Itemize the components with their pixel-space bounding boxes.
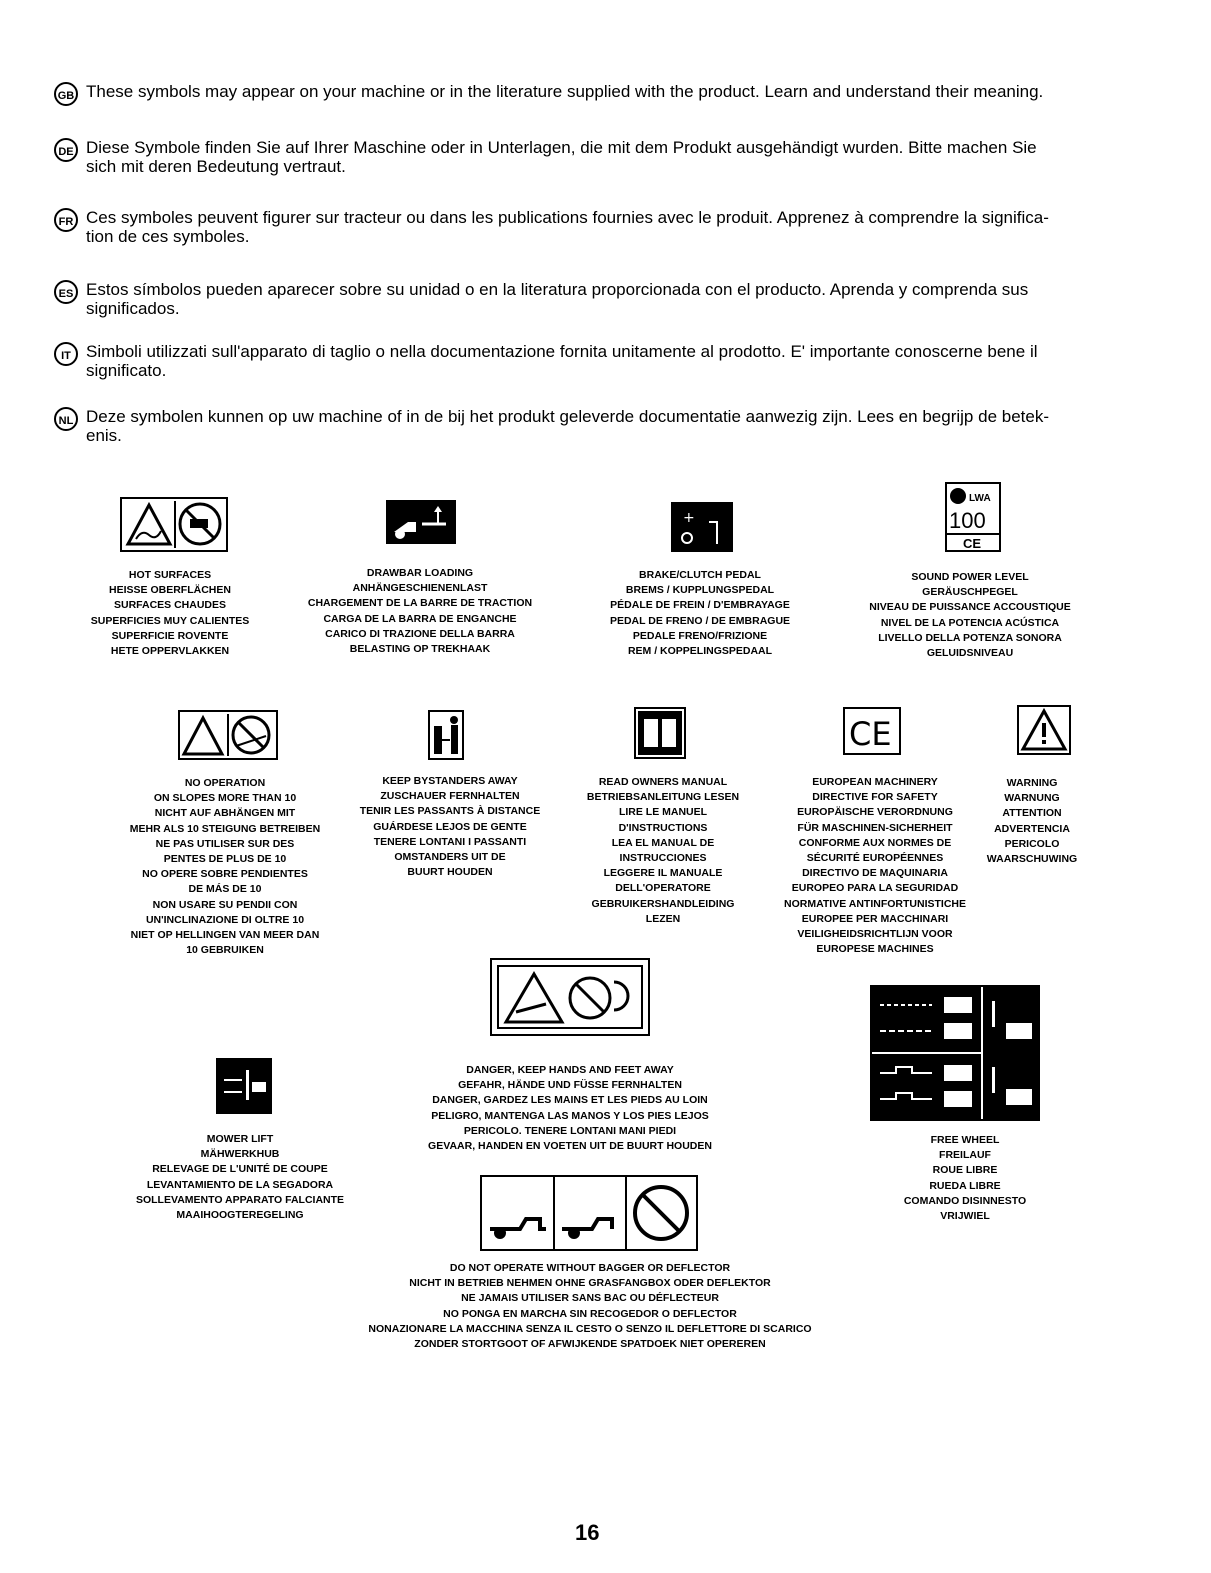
hot-surfaces-caption xyxy=(70,568,270,659)
intro-line: sich mit deren Bedeutung vertraut. xyxy=(86,157,346,176)
caption-line: LEA EL MANUAL DE xyxy=(611,836,715,849)
slope-icon xyxy=(180,712,276,758)
caption-line: LEZEN xyxy=(645,912,681,925)
caption-line: NORMATIVE ANTINFORTUNISTICHE xyxy=(784,897,966,910)
caption-line: EUROPÄISCHE VERORDNUNG xyxy=(797,806,953,819)
caption-line: LIRE LE MANUEL xyxy=(618,806,708,819)
caption-line: ON SLOPES MORE THAN 10 xyxy=(153,792,297,805)
caption-line: LEVANTAMIENTO DE LA SEGADORA xyxy=(146,1178,334,1191)
language-badge-icon: NL xyxy=(54,407,78,431)
caption-line: DO NOT OPERATE WITHOUT BAGGER OR DEFLECTOR xyxy=(449,1262,731,1274)
caption-line: EUROPESE MACHINES xyxy=(816,943,934,956)
caption-line: NO OPERE SOBRE PENDIENTES xyxy=(142,868,308,881)
drawbar-caption xyxy=(280,566,560,657)
caption-line: CARICO DI TRAZIONE DELLA BARRA xyxy=(325,627,515,640)
svg-text:CE: CE xyxy=(849,715,892,753)
caption-line: ANHÄNGESCHIENENLAST xyxy=(352,582,488,595)
caption-line: ROUE LIBRE xyxy=(932,1164,998,1177)
caption-line: DELL'OPERATORE xyxy=(615,882,711,895)
brake-caption xyxy=(580,568,820,659)
caption-line: BETRIEBSANLEITUNG LESEN xyxy=(586,791,740,804)
slopes-caption xyxy=(100,776,350,958)
intro-line: significato. xyxy=(86,361,167,380)
caption-line: LEGGERE IL MANUALE xyxy=(603,867,723,880)
caption-line: PERICOLO. TENERE LONTANI MANI PIEDI xyxy=(463,1124,677,1137)
caption-line: NE PAS UTILISER SUR DES xyxy=(155,837,295,850)
caption-line: KEEP BYSTANDERS AWAY xyxy=(382,775,518,787)
caption-line: SUPERFICIE ROVENTE xyxy=(111,629,229,642)
caption-line: FÜR MASCHINEN-SICHERHEIT xyxy=(797,821,953,834)
caption-line: RUEDA LIBRE xyxy=(929,1179,1001,1192)
caption-line: MAAIHOOGTEREGELING xyxy=(176,1209,304,1222)
caption-line: PÉDALE DE FREIN / D'EMBRAYAGE xyxy=(610,599,790,612)
hot-surfaces-symbol xyxy=(120,497,228,552)
caption-line: PERICOLO xyxy=(1004,837,1060,850)
sound-power-symbol xyxy=(945,482,1001,552)
free-wheel-caption xyxy=(880,1133,1050,1224)
caption-line: MEHR ALS 10 STEIGUNG BETREIBEN xyxy=(129,822,321,835)
language-badge-icon: FR xyxy=(54,208,78,232)
caption-line: BREMS / KUPPLUNGSPEDAL xyxy=(625,584,775,597)
caption-line: BUURT HOUDEN xyxy=(407,866,493,879)
caption-line: EUROPEAN MACHINERY xyxy=(812,776,938,788)
caption-line: 10 GEBRUIKEN xyxy=(186,944,264,957)
manual-caption xyxy=(568,775,758,927)
ce-symbol xyxy=(843,707,901,755)
caption-line: NIVEAU DE PUISSANCE ACCOUSTIQUE xyxy=(869,601,1071,614)
caption-line: OMSTANDERS UIT DE xyxy=(394,851,506,864)
caption-line: NIVEL DE LA POTENCIA ACÚSTICA xyxy=(880,616,1060,629)
caption-line: GUÁRDESE LEJOS DE GENTE xyxy=(373,820,527,833)
free-wheel-symbol xyxy=(870,985,1040,1121)
caption-line: DIRECTIVO DE MAQUINARIA xyxy=(802,867,948,880)
warning-symbol xyxy=(1017,705,1071,755)
caption-line: DANGER, KEEP HANDS AND FEET AWAY xyxy=(466,1064,674,1076)
warning-caption xyxy=(982,776,1082,867)
intro-line: Deze symbolen kunnen op uw machine of in de bij het produkt geleverde documentatie aanwezig zijn. Lees en begrijp de betek- xyxy=(86,407,1049,426)
sound-level-icon xyxy=(947,484,999,550)
mower-bagger-icon xyxy=(482,1177,696,1249)
caption-line: COMANDO DISINNESTO xyxy=(903,1194,1027,1207)
caption-line: REM / KOPPELINGSPEDAAL xyxy=(627,645,773,658)
caption-line: GEBRUIKERSHANDLEIDING xyxy=(591,897,735,910)
caption-line: SOLLEVAMENTO APPARATO FALCIANTE xyxy=(135,1193,345,1206)
bystanders-symbol xyxy=(428,710,464,760)
caption-line: RELEVAGE DE L'UNITÉ DE COUPE xyxy=(152,1163,328,1176)
page-number: 16 xyxy=(575,1520,600,1545)
svg-text:CE: CE xyxy=(963,536,982,550)
caption-line: GEFAHR, HÄNDE UND FÜSSE FERNHALTEN xyxy=(458,1079,682,1092)
caption-line: NON USARE SU PENDII CON xyxy=(152,898,298,911)
warning-triangle-icon xyxy=(1019,707,1069,753)
caption-line: NO PONGA EN MARCHA SIN RECOGEDOR O DEFLECTOR xyxy=(443,1307,737,1320)
intro-line: tion de ces symboles. xyxy=(86,227,250,246)
intro-gb xyxy=(54,82,1134,101)
caption-line: ADVERTENCIA xyxy=(994,822,1070,835)
caption-line: ZUSCHAUER FERNHALTEN xyxy=(380,790,520,803)
intro-line: Diese Symbole finden Sie auf Ihrer Maschine oder in Unterlagen, die mit dem Produkt ausgehändigt wurden. Bitte machen Sie xyxy=(86,138,1037,157)
caption-line: BELASTING OP TREKHAAK xyxy=(349,643,491,656)
hands-caption xyxy=(400,1063,740,1154)
sound-caption xyxy=(845,570,1095,661)
book-icon xyxy=(636,709,684,757)
caption-line: BRAKE/CLUTCH PEDAL xyxy=(639,569,761,581)
intro-fr xyxy=(54,208,1134,246)
intro-de xyxy=(54,138,1134,176)
ce-mark-icon xyxy=(845,709,899,753)
caption-line: FREE WHEEL xyxy=(930,1134,1000,1146)
bystander-icon xyxy=(430,712,462,758)
pedal-icon xyxy=(673,504,731,550)
caption-line: HEISSE OBERFLÄCHEN xyxy=(109,584,231,597)
svg-text:+: + xyxy=(683,510,695,526)
caption-line: MOWER LIFT xyxy=(206,1133,274,1145)
caption-line: LIVELLO DELLA POTENZA SONORA xyxy=(878,631,1062,644)
intro-line: These symbols may appear on your machine or in the literature supplied with the product. Learn and understand their meaning. xyxy=(86,82,1044,101)
caption-line: CHARGEMENT DE LA BARRE DE TRACTION xyxy=(307,597,533,610)
caption-line: HETE OPPERVLAKKEN xyxy=(110,645,230,658)
no-slopes-symbol xyxy=(178,710,278,760)
caption-line: READ OWNERS MANUAL xyxy=(598,776,728,788)
intro-line: Ces symboles peuvent figurer sur tracteur ou dans les publications fournies avec le produit. Apprenez à comprendre la significa- xyxy=(86,208,1049,227)
intro-line: significados. xyxy=(86,299,180,318)
caption-line: TENIR LES PASSANTS À DISTANCE xyxy=(359,805,541,818)
caption-line: WARNING xyxy=(1006,777,1058,789)
caption-line: PELIGRO, MANTENGA LAS MANOS Y LOS PIES LEJOS xyxy=(431,1109,709,1122)
intro-line: Estos símbolos pueden aparecer sobre su unidad o en la literatura proporcionada con el producto. Aprenda y comprenda sus xyxy=(86,280,1029,299)
caption-line: VEILIGHEIDSRICHTLIJN VOOR xyxy=(797,928,953,941)
caption-line: GEVAAR, HANDEN EN VOETEN UIT DE BUURT HOUDEN xyxy=(428,1140,712,1153)
caption-line: NICHT AUF ABHÄNGEN MIT xyxy=(154,807,296,820)
caption-line: EUROPEO PARA LA SEGURIDAD xyxy=(791,882,959,895)
mower-lift-caption xyxy=(110,1132,370,1223)
caption-line: DE MÁS DE 10 xyxy=(188,883,262,896)
language-badge-icon: IT xyxy=(54,342,78,366)
caption-line: SURFACES CHAUDES xyxy=(113,599,226,612)
manual-symbol xyxy=(634,707,686,759)
caption-line: NO OPERATION xyxy=(184,777,266,789)
intro-line: enis. xyxy=(86,426,122,445)
caption-line: PEDALE FRENO/FRIZIONE xyxy=(632,629,768,642)
caption-line: CONFORME AUX NORMES DE xyxy=(798,836,952,849)
intro-it xyxy=(54,342,1134,380)
caption-line: ZONDER STORTGOOT OF AFWIJKENDE SPATDOEK NIET OPEREREN xyxy=(414,1338,766,1351)
caption-line: WARNUNG xyxy=(1004,792,1060,805)
caption-line: ATTENTION xyxy=(1002,807,1062,820)
caption-line: CARGA DE LA BARRA DE ENGANCHE xyxy=(323,612,517,625)
brake-pedal-symbol xyxy=(671,502,733,552)
intro-es xyxy=(54,280,1134,318)
caption-line: GERÄUSCHPEGEL xyxy=(922,586,1018,599)
caption-line: SUPERFICIES MUY CALIENTES xyxy=(90,614,250,627)
caption-line: VRIJWIEL xyxy=(940,1210,990,1223)
intro-nl xyxy=(54,407,1134,445)
svg-text:LWA: LWA xyxy=(969,493,991,504)
caption-line: PENTES DE PLUS DE 10 xyxy=(163,853,287,866)
bystanders-caption xyxy=(330,774,570,880)
caption-line: NONAZIONARE LA MACCHINA SENZA IL CESTO O SENZO IL DEFLETTORE DI SCARICO xyxy=(368,1322,812,1335)
caption-line: MÄHWERKHUB xyxy=(200,1148,280,1161)
caption-line: TENERE LONTANI I PASSANTI xyxy=(373,835,527,848)
language-badge-icon: GB xyxy=(54,82,78,106)
drawbar-loading-symbol xyxy=(386,500,456,544)
caption-line: DIRECTIVE FOR SAFETY xyxy=(812,791,938,804)
caption-line: DANGER, GARDEZ LES MAINS ET LES PIEDS AU LOIN xyxy=(432,1094,708,1107)
ce-caption xyxy=(760,775,990,957)
intro-line: Simboli utilizzati sull'apparato di taglio o nella documentazione fornita unitamente al prodotto. E' importante conoscerne bene il xyxy=(86,342,1038,361)
svg-text:100: 100 xyxy=(949,508,986,533)
bagger-caption xyxy=(300,1261,880,1352)
caption-line: NE JAMAIS UTILISER SANS BAC OU DÉFLECTEUR xyxy=(461,1292,719,1305)
caption-line: INSTRUCCIONES xyxy=(619,852,707,865)
caption-line: PEDAL DE FRENO / DE EMBRAGUE xyxy=(609,614,791,627)
language-badge-icon: ES xyxy=(54,280,78,304)
caption-line: NIET OP HELLINGEN VAN MEER DAN xyxy=(130,929,320,942)
caption-line: DRAWBAR LOADING xyxy=(366,567,474,579)
caption-line: SÉCURITÉ EUROPÉENNES xyxy=(806,852,944,865)
language-badge-icon: DE xyxy=(54,138,78,162)
caption-line: SOUND POWER LEVEL xyxy=(911,571,1029,583)
hands-feet-symbol xyxy=(490,958,650,1036)
caption-line: WAARSCHUWING xyxy=(986,853,1078,866)
free-wheel-icon xyxy=(872,987,1038,1119)
hands-feet-icon xyxy=(492,960,648,1034)
no-bagger-symbol xyxy=(480,1175,698,1251)
hot-surfaces-icon xyxy=(122,499,226,550)
caption-line: HOT SURFACES xyxy=(128,569,212,581)
caption-line: EUROPEE PER MACCHINARI xyxy=(801,912,949,925)
mower-lift-icon xyxy=(218,1060,270,1112)
caption-line: D'INSTRUCTIONS xyxy=(618,821,708,834)
mower-lift-symbol xyxy=(216,1058,272,1114)
caption-line: GELUIDSNIVEAU xyxy=(926,647,1014,660)
caption-line: FREILAUF xyxy=(939,1149,991,1162)
caption-line: UN'INCLINAZIONE DI OLTRE 10 xyxy=(145,913,305,926)
caption-line: NICHT IN BETRIEB NEHMEN OHNE GRASFANGBOX ODER DEFLEKTOR xyxy=(409,1277,771,1290)
drawbar-icon xyxy=(388,502,454,542)
